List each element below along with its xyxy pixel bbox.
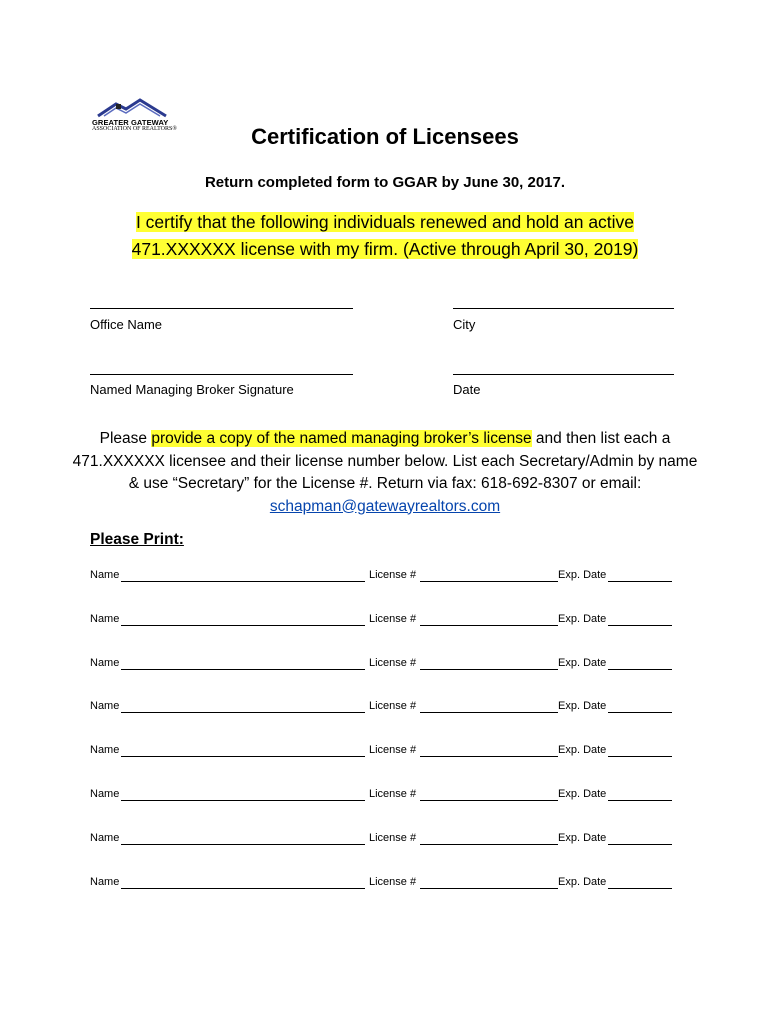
exp-date-field[interactable]	[608, 844, 672, 845]
instructions-body: and then list each a 471.XXXXXX licensee and their license number below. List each Secretary/Admin by name & use “Secretary” for the License #. Return via fax: 618-692-8307 or email:	[72, 430, 698, 492]
office-name-line[interactable]	[90, 308, 353, 309]
name-field[interactable]	[121, 669, 365, 670]
instructions-paragraph	[70, 428, 700, 518]
license-label: License #	[369, 569, 417, 581]
logo-name: GREATER GATEWAY	[92, 118, 169, 127]
license-field[interactable]	[420, 712, 558, 713]
license-label: License #	[369, 612, 417, 625]
exp-date-field[interactable]	[608, 756, 672, 757]
name-field[interactable]	[121, 800, 365, 801]
exp-date-field[interactable]	[608, 625, 672, 626]
name-field[interactable]	[121, 625, 365, 626]
name-label: Name	[90, 569, 120, 581]
exp-date-label: Exp. Date	[558, 875, 607, 888]
license-label: License #	[369, 831, 417, 844]
exp-date-label: Exp. Date	[558, 700, 607, 713]
license-label: License #	[369, 744, 417, 757]
city-line[interactable]	[453, 308, 674, 309]
name-label: Name	[90, 788, 120, 800]
exp-date-label: Exp. Date	[558, 656, 607, 669]
office-name-label: Office Name	[90, 317, 163, 332]
exp-date-field[interactable]	[608, 669, 672, 670]
licensee-row	[90, 744, 690, 762]
license-field[interactable]	[420, 756, 558, 757]
name-label: Name	[90, 700, 120, 713]
licensee-row	[90, 788, 690, 806]
date-label: Date	[453, 382, 481, 397]
exp-date-field[interactable]	[608, 712, 672, 713]
license-label: License #	[369, 700, 417, 713]
licensee-row	[90, 613, 690, 631]
exp-date-field[interactable]	[608, 581, 672, 582]
licensee-row	[90, 876, 690, 894]
certification-line-2: 471.XXXXXX license with my firm. (Active through April 30, 2019)	[131, 239, 639, 259]
name-label: Name	[90, 831, 120, 844]
licensee-row	[90, 657, 690, 675]
instructions-prefix: Please	[99, 430, 152, 447]
licensee-row	[90, 832, 690, 850]
name-label: Name	[90, 656, 120, 669]
certification-line-1: I certify that the following individuals renewed and hold an active	[135, 212, 635, 232]
name-label: Name	[90, 875, 120, 888]
house-roof-icon	[96, 98, 168, 118]
name-field[interactable]	[121, 581, 365, 582]
license-label: License #	[369, 788, 417, 800]
licensee-row	[90, 569, 690, 587]
email-link[interactable]: schapman@gatewayrealtors.com	[269, 497, 501, 515]
exp-date-field[interactable]	[608, 888, 672, 889]
exp-date-label: Exp. Date	[558, 569, 607, 581]
broker-signature-line[interactable]	[90, 374, 353, 375]
name-field[interactable]	[121, 756, 365, 757]
licensee-row	[90, 700, 690, 718]
name-label: Name	[90, 744, 120, 757]
city-label: City	[453, 317, 476, 332]
date-line[interactable]	[453, 374, 674, 375]
name-field[interactable]	[121, 844, 365, 845]
exp-date-label: Exp. Date	[558, 831, 607, 844]
exp-date-label: Exp. Date	[558, 612, 607, 625]
license-field[interactable]	[420, 844, 558, 845]
license-field[interactable]	[420, 581, 558, 582]
exp-date-field[interactable]	[608, 800, 672, 801]
license-label: License #	[369, 875, 417, 888]
name-field[interactable]	[121, 712, 365, 713]
page-title: Certification of Licensees	[251, 124, 519, 149]
broker-signature-label: Named Managing Broker Signature	[90, 382, 294, 397]
name-field[interactable]	[121, 888, 365, 889]
license-field[interactable]	[420, 888, 558, 889]
license-label: License #	[369, 656, 417, 669]
exp-date-label: Exp. Date	[558, 744, 607, 757]
license-field[interactable]	[420, 669, 558, 670]
name-label: Name	[90, 612, 120, 625]
exp-date-label: Exp. Date	[558, 788, 607, 800]
page-subtitle: Return completed form to GGAR by June 30, 2017.	[204, 174, 566, 191]
please-print-heading: Please Print:	[90, 531, 184, 548]
certification-statement	[100, 209, 670, 263]
logo-association: ASSOCIATION OF REALTORS®	[92, 126, 177, 132]
license-field[interactable]	[420, 800, 558, 801]
license-field[interactable]	[420, 625, 558, 626]
instructions-highlight: provide a copy of the named managing broker’s license	[151, 430, 532, 447]
